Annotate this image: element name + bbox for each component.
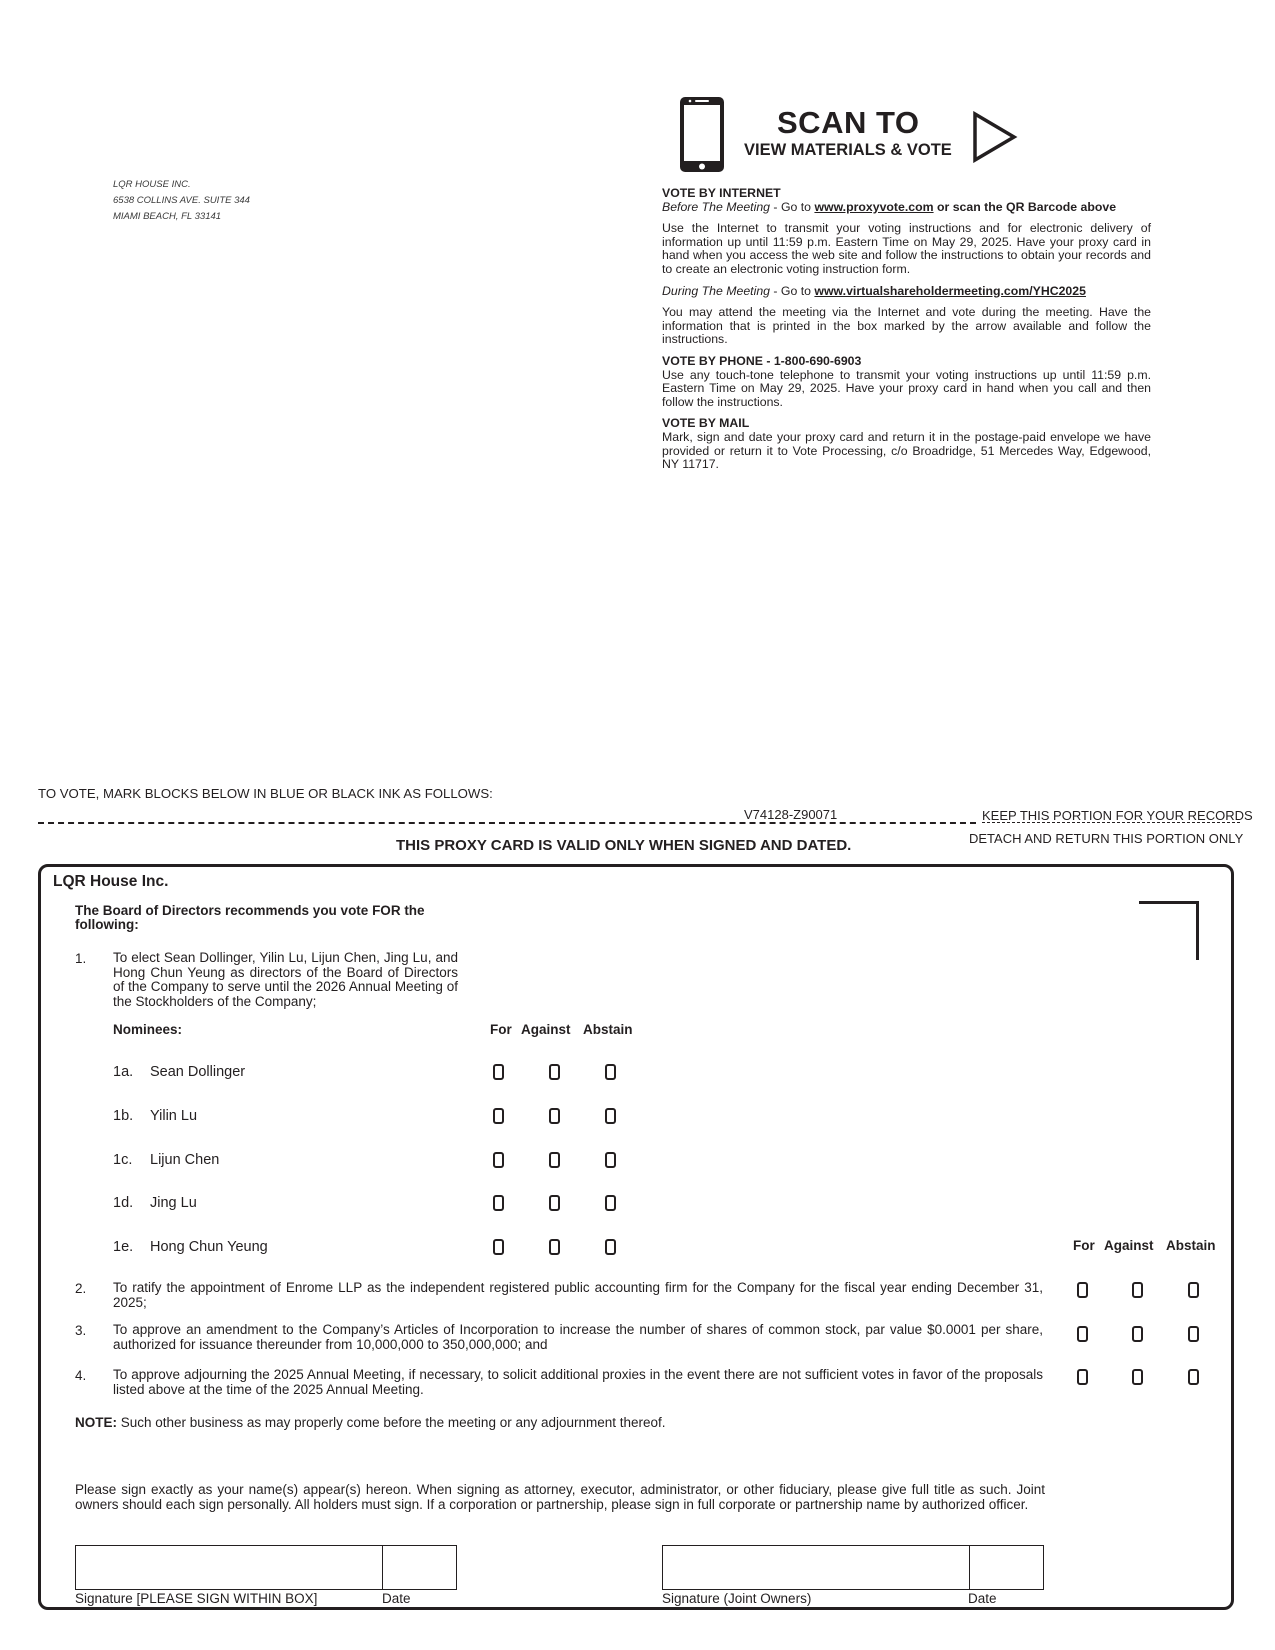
address-line2: MIAMI BEACH, FL 33141 [113, 211, 222, 222]
date-label: Date [382, 1591, 411, 1606]
nominees-label: Nominees: [113, 1022, 183, 1037]
during-meeting-instructions: You may attend the meeting via the Internet and vote during the meeting. Have the information that is printed in the box marked by the arrow available and follow the instructions. [662, 305, 1151, 347]
detach-portion-label: DETACH AND RETURN THIS PORTION ONLY [969, 831, 1244, 846]
nominee-1b-abstain-checkbox[interactable] [605, 1108, 616, 1124]
nominee-1e-against-checkbox[interactable] [549, 1239, 560, 1255]
control-code: V74128-Z90071 [744, 807, 838, 822]
validity-notice: THIS PROXY CARD IS VALID ONLY WHEN SIGNED AND DATED. [396, 837, 852, 854]
scan-to-vote-banner [678, 93, 1018, 175]
note [75, 1415, 666, 1430]
joint-signature-date-divider [969, 1546, 970, 1589]
address-line1: 6538 COLLINS AVE. SUITE 344 [113, 195, 250, 206]
address-company: LQR HOUSE INC. [113, 179, 191, 190]
proposal-2-number: 2. [75, 1281, 87, 1296]
proposal-1-number: 1. [75, 951, 87, 966]
return-address [113, 177, 250, 225]
nominee-1d-for-checkbox[interactable] [493, 1195, 504, 1211]
nominee-1e-for-checkbox[interactable] [493, 1239, 504, 1255]
col-for: For [490, 1022, 512, 1037]
nominee-id: 1e. [113, 1239, 134, 1255]
nominee-name: Yilin Lu [150, 1108, 198, 1124]
vote-internet-heading: VOTE BY INTERNET [662, 186, 781, 200]
nominee-1c-for-checkbox[interactable] [493, 1152, 504, 1168]
corner-mark [1139, 901, 1199, 960]
nominee-id: 1b. [113, 1108, 134, 1124]
nominee-1b-against-checkbox[interactable] [549, 1108, 560, 1124]
col-abstain: Abstain [583, 1022, 633, 1037]
proposal-3-abstain-checkbox[interactable] [1188, 1326, 1199, 1342]
nominee-1d-against-checkbox[interactable] [549, 1195, 560, 1211]
vote-phone-heading: VOTE BY PHONE - 1-800-690-6903 [662, 353, 862, 368]
proposal-2-against-checkbox[interactable] [1132, 1282, 1143, 1298]
note-label: NOTE: [75, 1415, 117, 1430]
proposal-4-against-checkbox[interactable] [1132, 1369, 1143, 1385]
proposal-3-text: To approve an amendment to the Company’s Articles of Incorporation to increase the number of shares of common stock, par value $0.0001 per share, authorized for issuance thereunder from 10,000,000 to 350,000,000; and [113, 1322, 1043, 1352]
card-company-name: LQR House Inc. [53, 873, 169, 890]
nominee-name: Sean Dollinger [150, 1064, 246, 1080]
play-triangle-icon [972, 111, 1018, 163]
nominee-1c-abstain-checkbox[interactable] [605, 1152, 616, 1168]
during-meeting-label: During The Meeting [662, 283, 770, 298]
proposal-3-against-checkbox[interactable] [1132, 1326, 1143, 1342]
col-abstain-right: Abstain [1166, 1238, 1216, 1253]
signature-box[interactable] [75, 1545, 457, 1590]
internet-instructions: Use the Internet to transmit your voting instructions and for electronic delivery of information up until 11:59 p.m. Eastern Time on May 29, 2025. Have your proxy card in hand when you access the web site and follow the instructions to obtain your records and to create an electronic voting instruction form. [662, 221, 1151, 276]
joint-signature-box[interactable] [662, 1545, 1044, 1590]
joint-signature-label: Signature (Joint Owners) [662, 1591, 812, 1606]
proposal-2-for-checkbox[interactable] [1077, 1282, 1088, 1298]
nominee-id: 1a. [113, 1064, 134, 1080]
nominee-1e-abstain-checkbox[interactable] [605, 1239, 616, 1255]
detach-dashed-line-right [982, 822, 1240, 823]
proposal-3-number: 3. [75, 1323, 87, 1338]
nominee-id: 1c. [113, 1152, 133, 1168]
virtual-meeting-link[interactable]: www.virtualshareholdermeeting.com/YHC2025 [814, 283, 1086, 298]
qr-hint: or scan the QR Barcode above [933, 199, 1117, 214]
nominee-1a-against-checkbox[interactable] [549, 1064, 560, 1080]
col-for-right: For [1073, 1238, 1095, 1253]
mail-instructions: Mark, sign and date your proxy card and return it in the postage-paid envelope we have provided or return it to Vote Processing, c/o Broadridge, 51 Mercedes Way, Edgewood, NY 11717. [662, 429, 1151, 472]
nominee-1d-abstain-checkbox[interactable] [605, 1195, 616, 1211]
note-text: Such other business as may properly come before the meeting or any adjournment thereof. [117, 1415, 666, 1430]
col-against-right: Against [1104, 1238, 1154, 1253]
proposal-1-text: To elect Sean Dollinger, Yilin Lu, Lijun Chen, Jing Lu, and Hong Chun Yeung as directors of the Board of Directors of the Company to serve until the 2026 Annual Meeting of the Stockholders of the Company; [113, 950, 458, 1009]
nominee-1a-abstain-checkbox[interactable] [605, 1064, 616, 1080]
keep-portion-label: KEEP THIS PORTION FOR YOUR RECORDS [982, 808, 1253, 823]
signature-label: Signature [PLEASE SIGN WITHIN BOX] [75, 1591, 318, 1606]
nominee-name: Hong Chun Yeung [150, 1239, 268, 1255]
joint-date-label: Date [968, 1591, 997, 1606]
signature-date-divider [382, 1546, 383, 1589]
nominee-1b-for-checkbox[interactable] [493, 1108, 504, 1124]
voting-instructions [662, 187, 1151, 480]
nominee-id: 1d. [113, 1195, 134, 1211]
proxyvote-link[interactable]: www.proxyvote.com [814, 199, 934, 214]
nominee-1c-against-checkbox[interactable] [549, 1152, 560, 1168]
scan-title: SCAN TO [777, 105, 920, 140]
before-goto: - Go to [770, 199, 815, 214]
proposal-4-number: 4. [75, 1368, 87, 1383]
proposal-4-text: To approve adjourning the 2025 Annual Meeting, if necessary, to solicit additional proxies in the event there are not sufficient votes in favor of the proposals listed above at the time of the 2025 Annual Meeting. [113, 1367, 1043, 1397]
phone-instructions: Use any touch-tone telephone to transmit your voting instructions up until 11:59 p.m. Eastern Time on May 29, 2025. Have your proxy card in hand when you call and then follow the instructions. [662, 367, 1151, 409]
nominee-name: Lijun Chen [150, 1152, 220, 1168]
proposal-4-abstain-checkbox[interactable] [1188, 1369, 1199, 1385]
scan-subtitle: VIEW MATERIALS & VOTE [744, 141, 952, 159]
vote-mail-heading: VOTE BY MAIL [662, 416, 750, 431]
during-goto: - Go to [770, 283, 815, 298]
proposal-4-for-checkbox[interactable] [1077, 1369, 1088, 1385]
proposal-2-abstain-checkbox[interactable] [1188, 1282, 1199, 1298]
proposal-3-for-checkbox[interactable] [1077, 1326, 1088, 1342]
sign-instructions: Please sign exactly as your name(s) appear(s) hereon. When signing as attorney, executor, administrator, or other fiduciary, please give full title as such. Joint owners should each sign personally. All holders must sign. If a corporation or partnership, please sign in full corporate or partnership name by authorized officer. [75, 1482, 1045, 1512]
proposal-2-text: To ratify the appointment of Enrome LLP as the independent registered public accounting firm for the Company for the fiscal year ending December 31, 2025; [113, 1280, 1043, 1310]
nominee-name: Jing Lu [150, 1195, 197, 1211]
nominee-1a-for-checkbox[interactable] [493, 1064, 504, 1080]
mark-instruction: TO VOTE, MARK BLOCKS BELOW IN BLUE OR BLACK INK AS FOLLOWS: [38, 786, 493, 801]
before-meeting-label: Before The Meeting [662, 199, 771, 214]
col-against: Against [521, 1022, 571, 1037]
detach-dashed-line [38, 822, 976, 824]
smartphone-icon [678, 95, 726, 174]
board-recommendation: The Board of Directors recommends you vote FOR the following: [75, 903, 425, 932]
